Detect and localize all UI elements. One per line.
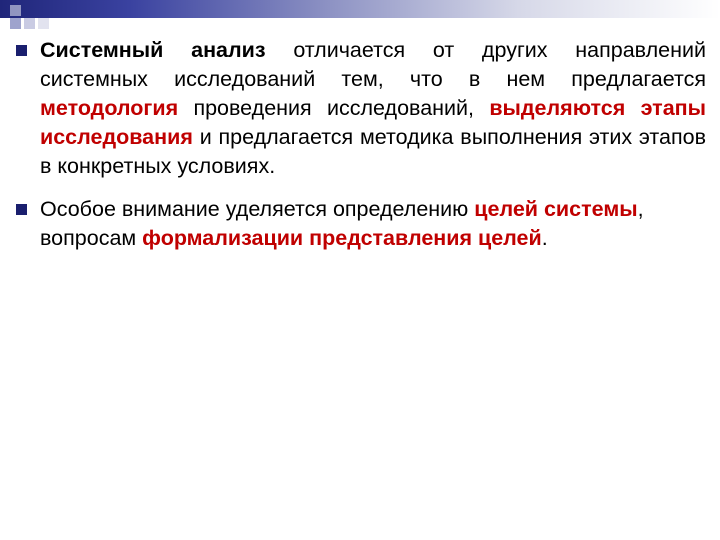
accent-text: формализации представления целей: [142, 226, 542, 250]
body-text: отличается от других направлений системных исследований тем, что в нем предлагается: [40, 38, 706, 91]
bullet-marker-icon: [16, 204, 27, 215]
body-text: Особое внимание уделяется определению: [40, 197, 475, 221]
body-text: .: [541, 226, 548, 250]
body-text: проведения исследований,: [178, 96, 490, 120]
accent-text: выделяются этапы исследования: [40, 96, 707, 149]
gradient-bar: [0, 0, 720, 18]
bullet-paragraph-1: [40, 36, 706, 181]
bullet-marker-icon: [16, 45, 27, 56]
bullet-paragraph-2: [40, 195, 706, 253]
decor-square-3: [38, 18, 49, 29]
slide-body: [14, 36, 706, 267]
left-accent-strip: [0, 34, 6, 540]
decor-square-1: [10, 18, 21, 29]
list-item: [14, 36, 706, 181]
body-text: и предлагается методика выполнения этих этапов в конкретных условиях.: [40, 125, 706, 178]
accent-text: целей системы: [474, 197, 638, 221]
decor-square-2: [24, 18, 35, 29]
accent-text: методология: [40, 96, 179, 120]
emphasis-text: Системный анализ: [40, 38, 266, 62]
header-decoration: [0, 0, 720, 34]
body-text: , вопросам: [40, 197, 644, 250]
list-item: [14, 195, 706, 253]
decor-square-top: [10, 5, 21, 16]
bullet-list: [14, 36, 706, 253]
